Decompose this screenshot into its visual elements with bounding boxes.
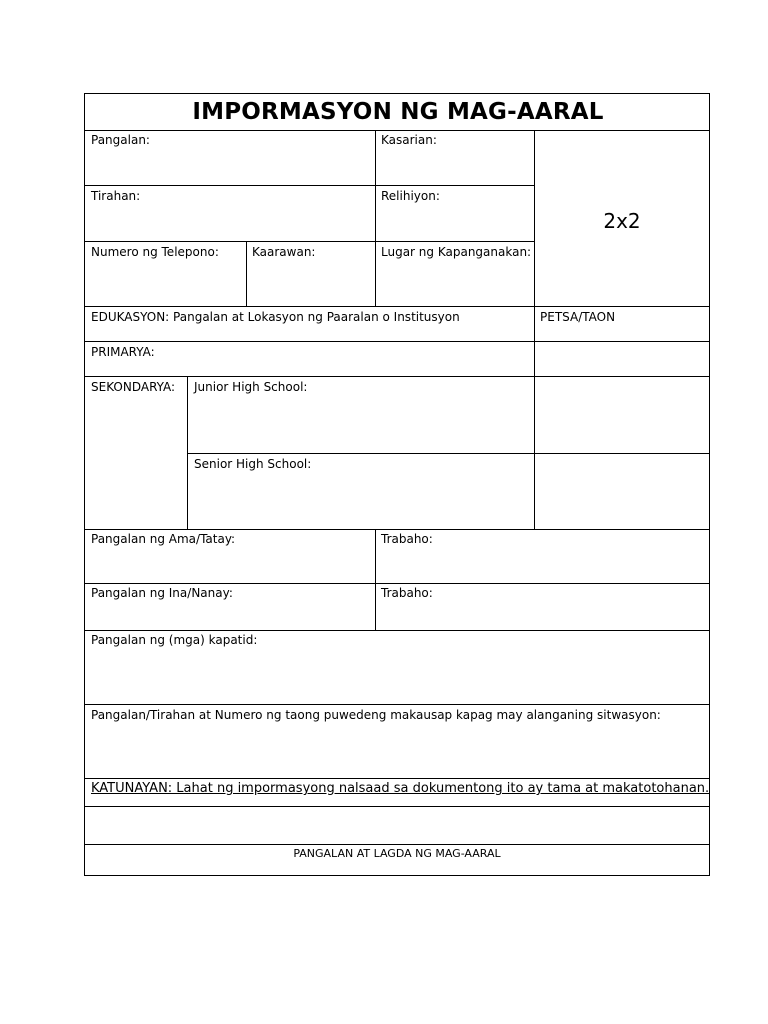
attestation-statement: KATUNAYAN: Lahat ng impormasyong nalsaad sa dokumentong ito ay tama at makatotohanan. bbox=[91, 781, 710, 796]
father-label: Pangalan ng Ama/Tatay: bbox=[91, 532, 236, 546]
sex-label: Kasarian: bbox=[381, 133, 437, 147]
divider-v-right-personal bbox=[375, 130, 376, 306]
name-label: Pangalan: bbox=[91, 133, 150, 147]
divider-v-family bbox=[375, 529, 376, 630]
junior-high-label: Junior High School: bbox=[194, 380, 308, 394]
photo-placeholder: 2x2 bbox=[603, 209, 641, 233]
secondary-label: SEKONDARYA: bbox=[91, 380, 176, 394]
religion-label: Relihiyon: bbox=[381, 189, 440, 203]
divider-address-row bbox=[85, 241, 535, 242]
mother-job-label: Trabaho: bbox=[381, 586, 433, 600]
divider-emergency bbox=[85, 778, 709, 779]
education-header: EDUKASYON: Pangalan at Lokasyon ng Paaralan o Institusyon bbox=[91, 310, 460, 324]
signature-caption: PANGALAN AT LAGDA NG MAG-AARAL bbox=[293, 847, 501, 860]
mother-label: Pangalan ng Ina/Nanay: bbox=[91, 586, 233, 600]
divider-personal-end bbox=[85, 306, 709, 307]
emergency-contact-label: Pangalan/Tirahan at Numero ng taong puwedeng makausap kapag may alanganing sitwasyon: bbox=[91, 708, 661, 722]
address-label: Tirahan: bbox=[91, 189, 141, 203]
divider-junior-high bbox=[187, 453, 709, 454]
divider-v-photo bbox=[534, 130, 535, 529]
form-title: IMPORMASYON NG MAG-AARAL bbox=[192, 99, 604, 125]
divider-title bbox=[85, 130, 709, 131]
father-job-label: Trabaho: bbox=[381, 532, 433, 546]
divider-siblings bbox=[85, 704, 709, 705]
phone-label: Numero ng Telepono: bbox=[91, 245, 219, 259]
divider-secondary-end bbox=[85, 529, 709, 530]
student-info-form bbox=[84, 93, 710, 876]
divider-v-phone bbox=[246, 241, 247, 306]
divider-father bbox=[85, 583, 709, 584]
siblings-label: Pangalan ng (mga) kapatid: bbox=[91, 633, 258, 647]
date-header: PETSA/TAON bbox=[540, 310, 616, 324]
primary-label: PRIMARYA: bbox=[91, 345, 155, 359]
signature-field[interactable] bbox=[85, 807, 709, 844]
birthday-label: Kaarawan: bbox=[252, 245, 316, 259]
divider-signature bbox=[85, 844, 709, 845]
divider-mother bbox=[85, 630, 709, 631]
senior-high-label: Senior High School: bbox=[194, 457, 312, 471]
birthplace-label: Lugar ng Kapanganakan: bbox=[381, 245, 532, 259]
divider-v-secondary bbox=[187, 376, 188, 529]
divider-primary bbox=[85, 376, 709, 377]
divider-edu-header bbox=[85, 341, 709, 342]
divider-name-row bbox=[85, 185, 535, 186]
